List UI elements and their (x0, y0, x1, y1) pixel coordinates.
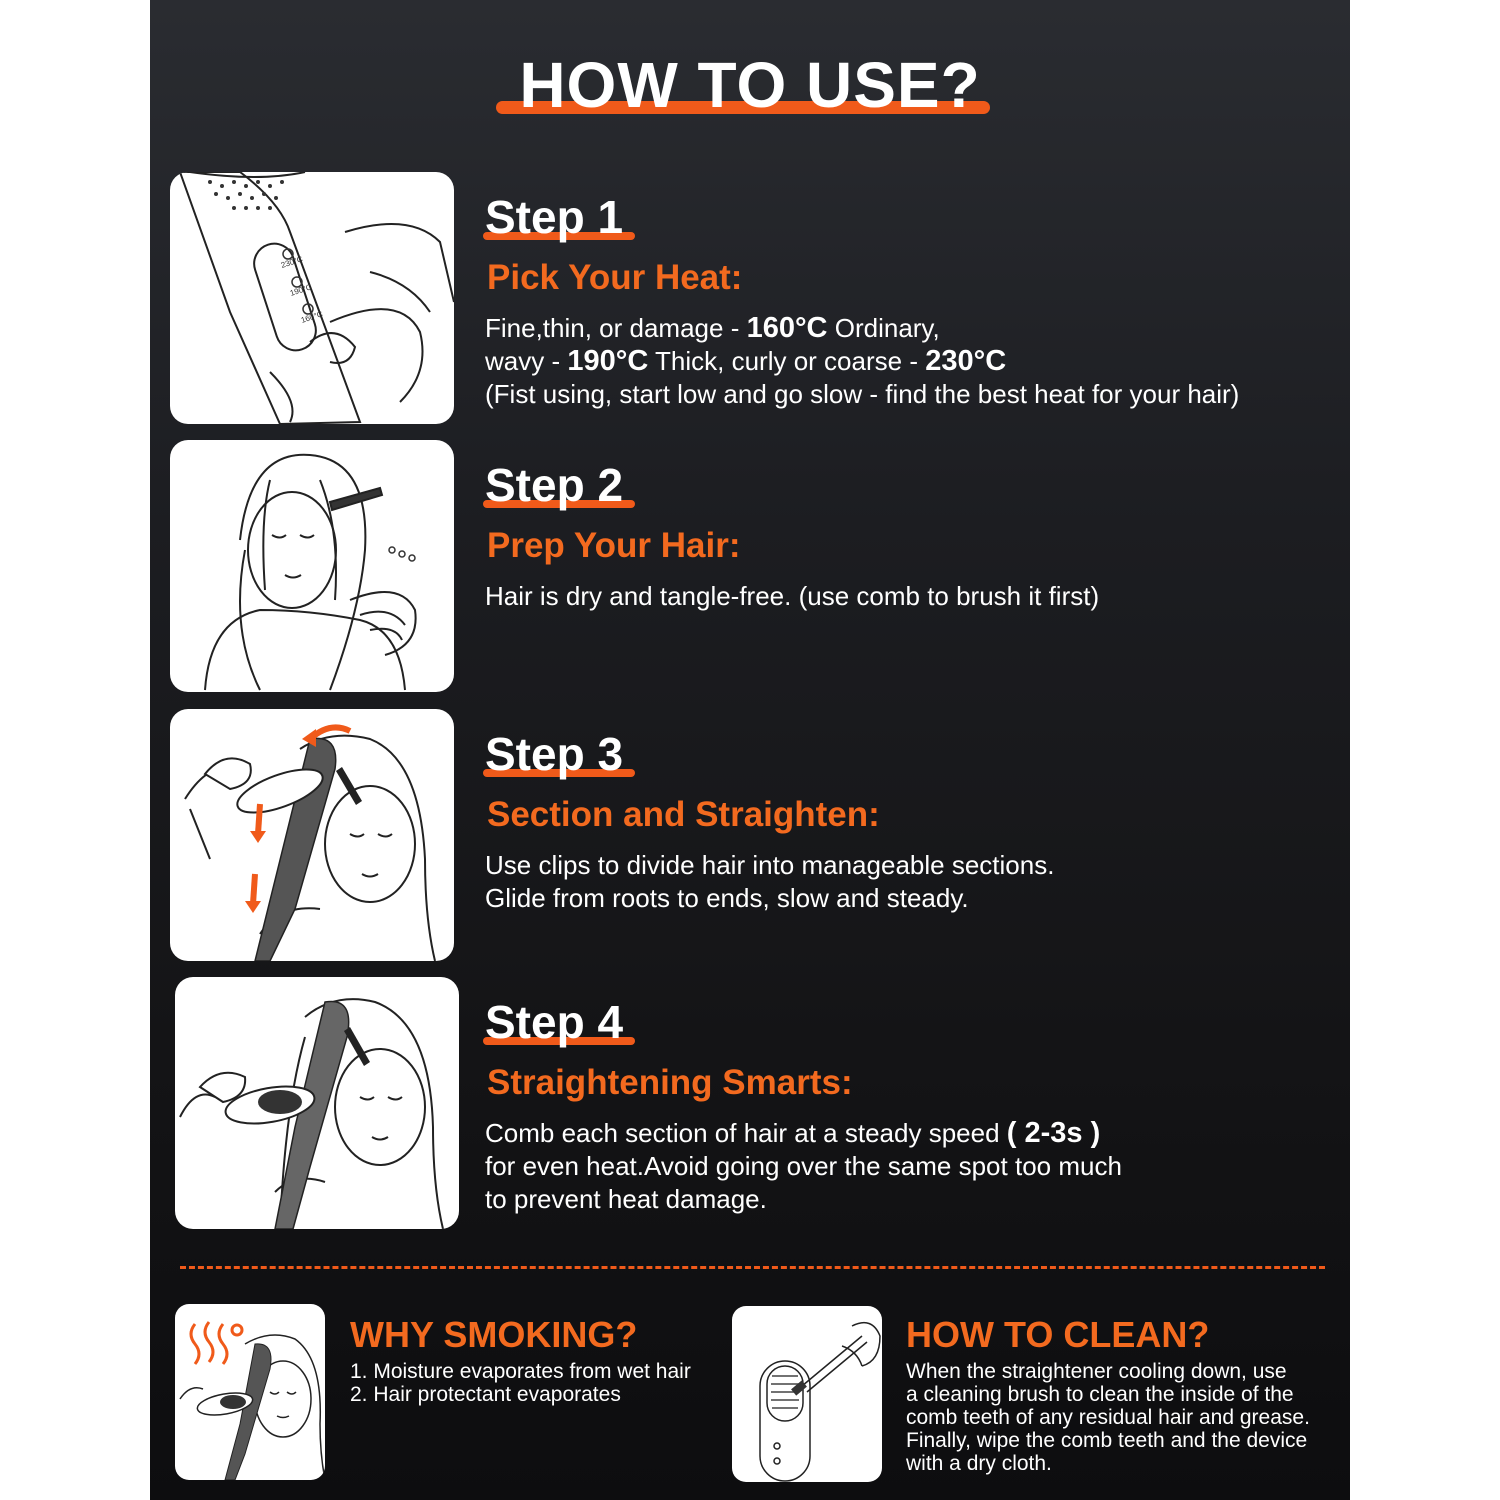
woman-combing-hair-icon (170, 440, 454, 692)
step-4-text: Comb each section of hair at a steady speed ( 2-3s ) for even heat.Avoid going over the same spot too much to prevent heat damage. (485, 1117, 1122, 1214)
step-2-title: Step 2 (485, 459, 624, 511)
woman-straightening-hair-icon (170, 709, 454, 961)
step-2-illustration (170, 440, 454, 692)
section-divider (180, 1266, 1325, 1269)
step-4 (170, 977, 1340, 1229)
step-2-text: Hair is dry and tangle-free. (use comb to brush it first) (485, 581, 1100, 611)
step-4-subtitle: Straightening Smarts: (487, 1063, 853, 1102)
cleaning-brush-icon (732, 1306, 882, 1482)
step-3-illustration (170, 709, 454, 961)
step-4-title: Step 4 (485, 996, 624, 1048)
step-3 (170, 709, 1340, 961)
step-2-subtitle: Prep Your Hair: (487, 526, 741, 565)
smoking-illustration (175, 1304, 325, 1480)
step-1-subtitle: Pick Your Heat: (487, 258, 743, 297)
step-1-title: Step 1 (485, 191, 624, 243)
page-title: HOW TO USE? (519, 49, 981, 121)
svg-text:160°C: 160°C (299, 309, 324, 325)
step-3-text: Use clips to divide hair into manageable sections. Glide from roots to ends, slow and steady. (485, 850, 1055, 913)
step-2 (170, 440, 1340, 692)
woman-brushing-straight-hair-icon (175, 977, 459, 1229)
step-4-illustration (175, 977, 459, 1229)
step-1 (170, 172, 1340, 424)
how-to-clean-title: HOW TO CLEAN? (906, 1314, 1210, 1355)
svg-text:190°C: 190°C (288, 282, 313, 298)
step-1-text: Fine,thin, or damage - 160°C Ordinary, wavy - 190°C Thick, curly or coarse - 230°C (Fist using, start low and go slow - find the best heat for your hair) (485, 312, 1240, 409)
svg-text:230°C: 230°C (279, 254, 304, 270)
hand-holding-brush-icon (170, 172, 454, 424)
steam-hair-icon (175, 1304, 325, 1480)
step-3-title: Step 3 (485, 728, 624, 780)
why-smoking-title: WHY SMOKING? (350, 1314, 638, 1355)
how-to-clean-text: When the straightener cooling down, use a cleaning brush to clean the inside of the comb teeth of any residual hair and grease. Finally, wipe the comb teeth and the device with a dry cloth. (906, 1360, 1310, 1475)
cleaning-illustration (732, 1306, 882, 1482)
instruction-panel (150, 0, 1350, 1500)
step-3-subtitle: Section and Straighten: (487, 795, 880, 834)
step-1-illustration (170, 172, 454, 424)
why-smoking-text: 1. Moisture evaporates from wet hair 2. Hair protectant evaporates (350, 1360, 691, 1406)
